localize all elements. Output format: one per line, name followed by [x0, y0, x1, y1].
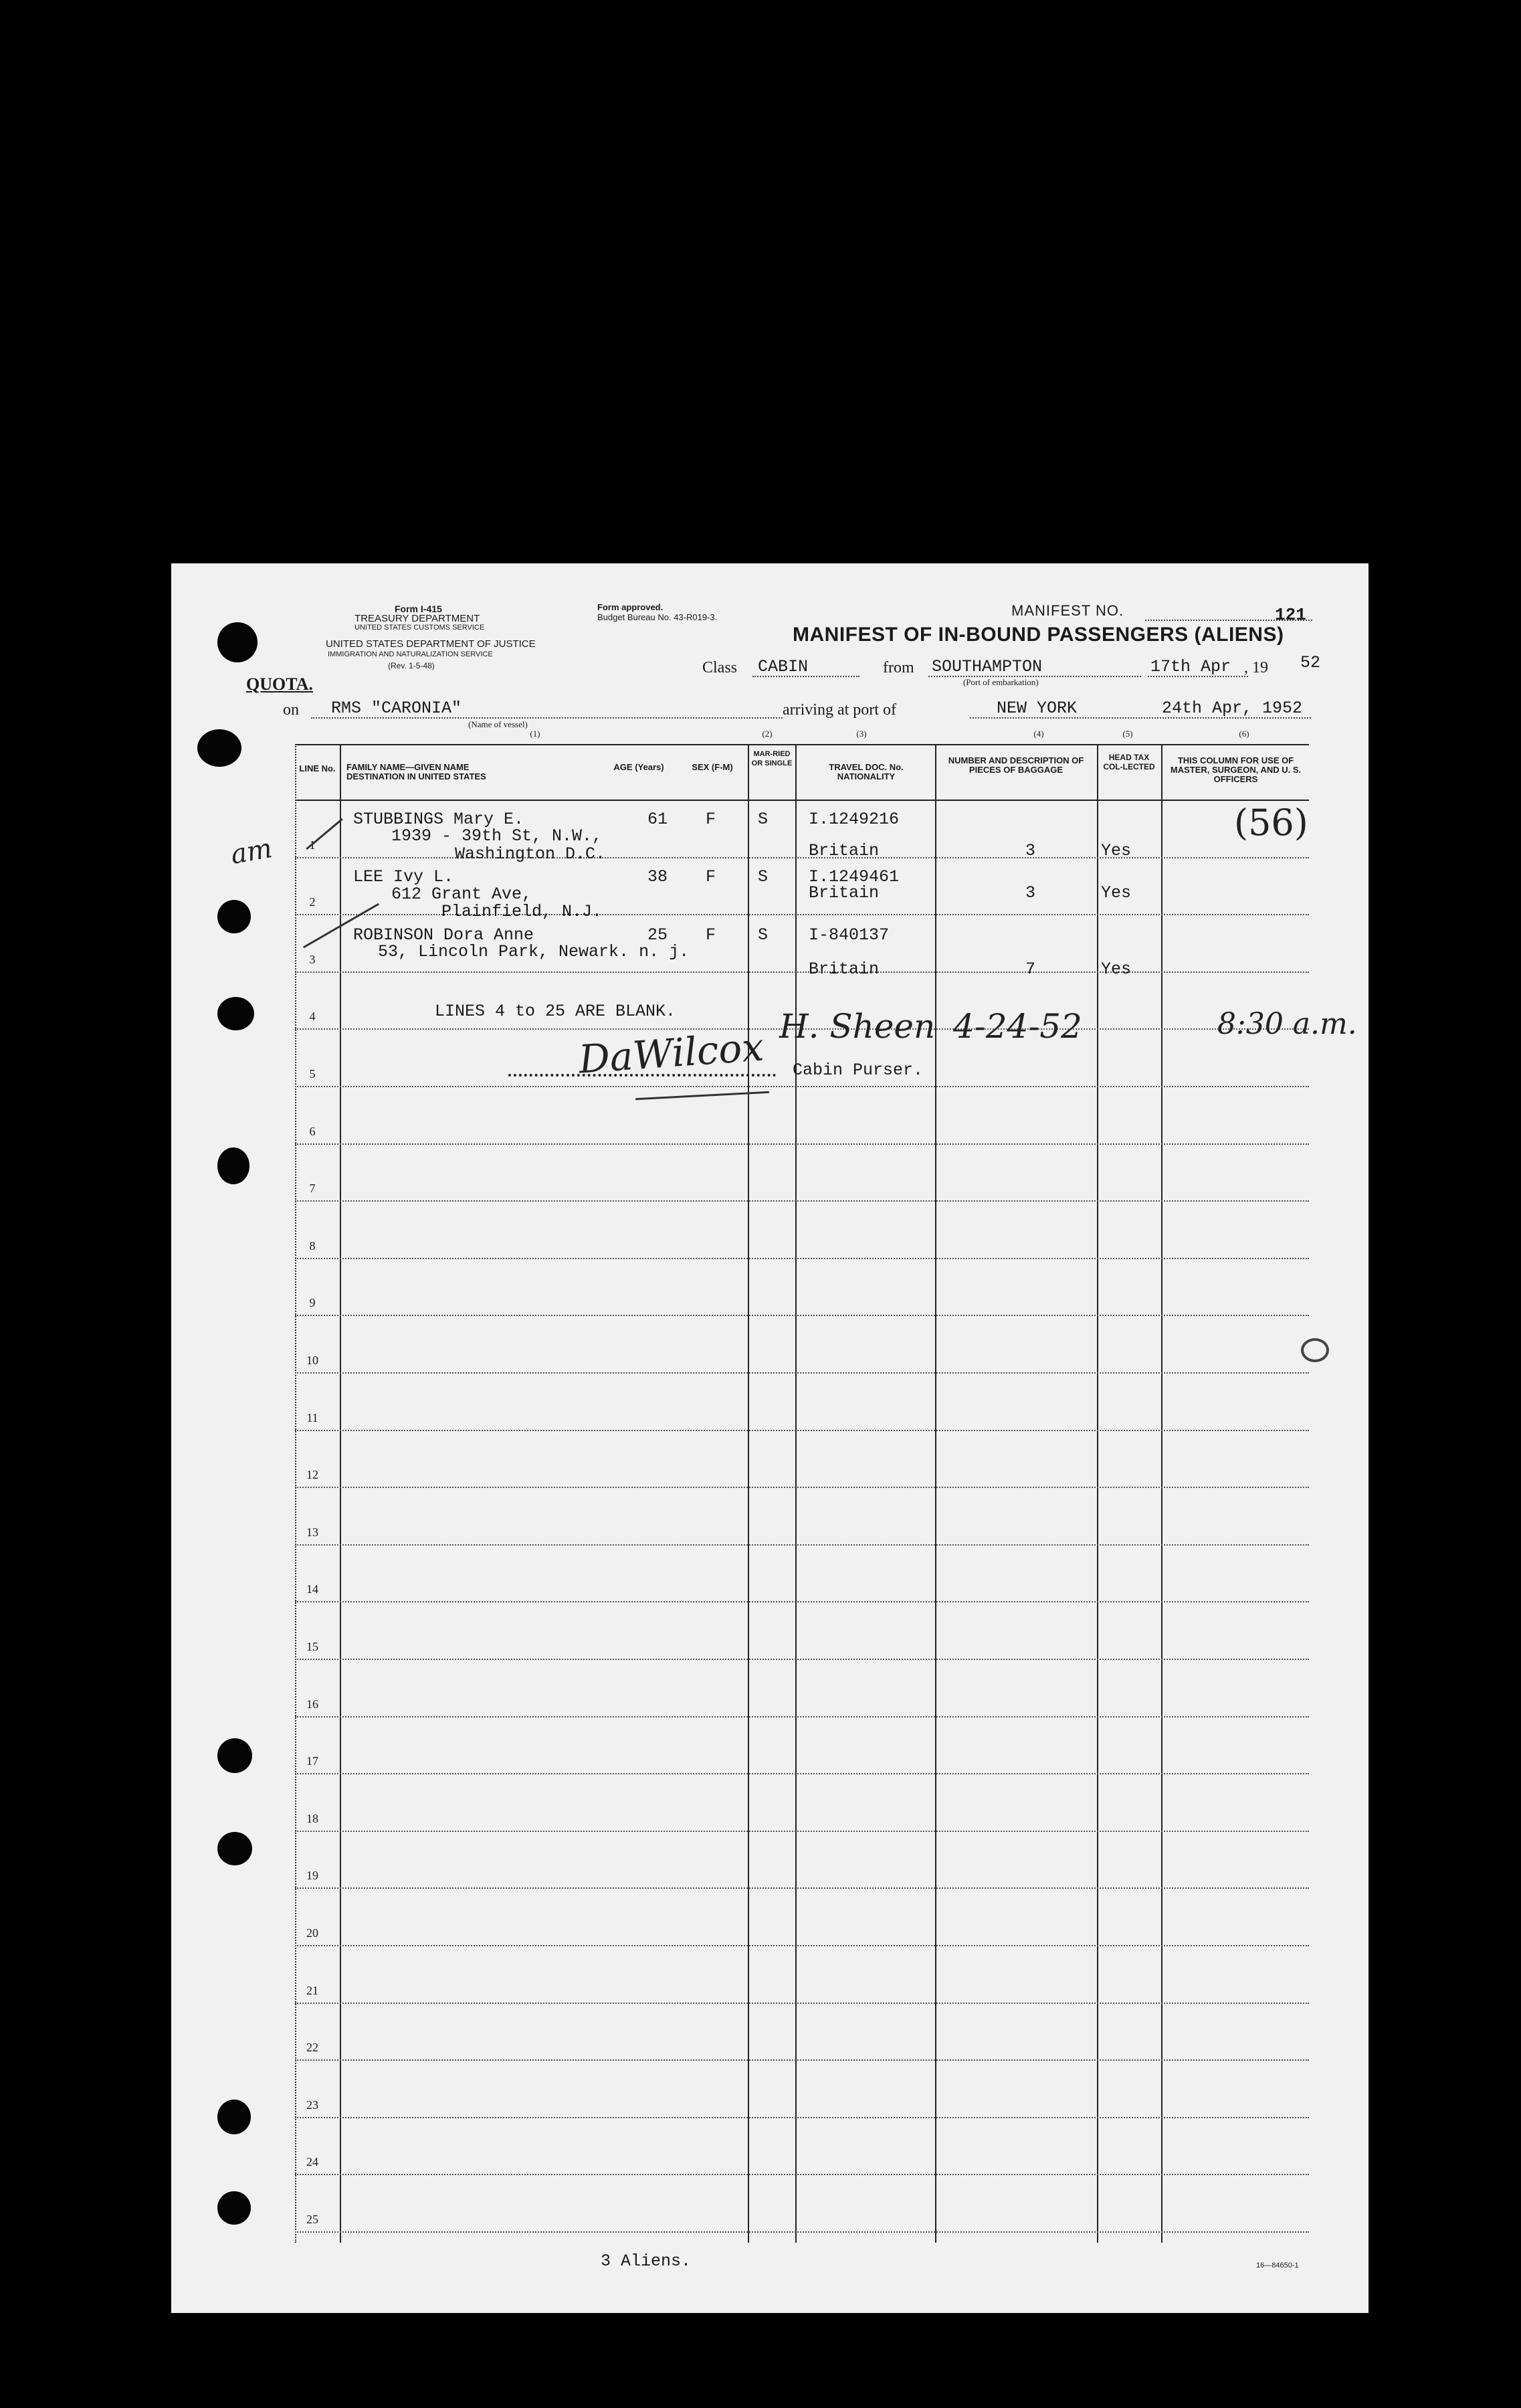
table-row-line: [295, 1430, 1309, 1431]
footer-code: 16—84650-1: [1256, 2261, 1299, 2270]
passenger-1-addr1: 1939 - 39th St, N.W.,: [391, 826, 603, 846]
form-revision: (Rev. 1-5-48): [388, 661, 435, 670]
col-divider: [1097, 744, 1098, 2243]
vessel-caption: (Name of vessel): [468, 719, 528, 729]
passenger-3-sex: F: [706, 925, 716, 945]
embark-date: 17th Apr: [1150, 657, 1231, 676]
line-number: 17: [306, 1754, 318, 1768]
line-number: 12: [306, 1468, 318, 1481]
on-label: on: [283, 701, 299, 719]
line-number: 25: [306, 2213, 318, 2226]
pencil-scribble: [1301, 1338, 1329, 1362]
col-num-1: (1): [530, 729, 540, 739]
year-suffix: 52: [1300, 653, 1321, 672]
col-head-name: FAMILY NAME—GIVEN NAME DESTINATION IN UNITED STATES: [346, 762, 486, 781]
line-number: 11: [306, 1411, 318, 1424]
passenger-2-baggage: 3: [1025, 883, 1036, 903]
dept-justice: UNITED STATES DEPARTMENT OF JUSTICE: [326, 638, 536, 650]
vessel-name: RMS "CARONIA": [331, 699, 462, 718]
arriving-line: [970, 717, 1311, 719]
line-number: 20: [306, 1926, 318, 1940]
passenger-1-sex: F: [706, 810, 716, 829]
passenger-3-nationality: Britain: [809, 959, 880, 979]
line-number: 13: [306, 1525, 318, 1539]
col-divider: [935, 744, 936, 2243]
ins-service: IMMIGRATION AND NATURALIZATION SERVICE: [328, 650, 493, 658]
passenger-3-tax: Yes: [1101, 959, 1132, 979]
col-head-officers: THIS COLUMN FOR USE OF MASTER, SURGEON, AND U. S. OFFICERS: [1170, 755, 1302, 784]
class-value: CABIN: [758, 657, 809, 676]
table-row-line: [295, 1887, 1309, 1889]
arriving-port: NEW YORK: [997, 699, 1078, 718]
punch-hole: [217, 1738, 252, 1773]
vessel-line: [311, 717, 783, 719]
line-number: 21: [306, 1984, 318, 1997]
punch-hole: [217, 1832, 252, 1865]
manifest-no-value: 121: [1275, 605, 1306, 625]
col-num-3: (3): [856, 729, 867, 739]
class-line: [752, 676, 859, 677]
line-number: 14: [306, 1582, 318, 1596]
table-row-line: [295, 971, 1309, 973]
left-margin-note: am: [228, 832, 275, 871]
table-row-line: [295, 2003, 1309, 2004]
passenger-1-tax: Yes: [1101, 841, 1132, 860]
table-row-line: [295, 1831, 1309, 1832]
table-row-line: [295, 1945, 1309, 1946]
table-row-line: [295, 1315, 1309, 1316]
manifest-page: [171, 563, 1368, 2313]
year-prefix: , 19: [1244, 659, 1268, 676]
table-row-line: [295, 1143, 1309, 1145]
passenger-2-doc: I.1249461: [809, 867, 900, 887]
passenger-3-doc: I-840137: [809, 925, 890, 945]
table-row-line: [295, 1258, 1309, 1259]
table-row-line: [295, 857, 1309, 858]
table-row-line: [295, 2059, 1309, 2061]
margin-mark-56: (56): [1234, 802, 1308, 844]
passenger-2-age: 38: [647, 867, 668, 887]
line-number: 5: [309, 1067, 316, 1081]
line-number: 6: [309, 1125, 316, 1138]
line-number: 2: [309, 895, 316, 909]
line-number: 18: [306, 1812, 318, 1825]
table-row-line: [295, 2174, 1309, 2175]
passenger-1-addr2: Washington D.C.: [455, 844, 606, 864]
col-divider: [748, 744, 749, 2243]
table-row-line: [295, 1487, 1309, 1488]
manifest-no-label: MANIFEST NO.: [1011, 602, 1124, 619]
table-row-line: [295, 1372, 1309, 1374]
purser-signature: DaWilcox: [577, 1024, 765, 1083]
line-number: 9: [309, 1296, 316, 1309]
officer-date: 4-24-52: [953, 1007, 1082, 1046]
form-number: Form I-415: [395, 604, 442, 614]
purser-label: Cabin Purser.: [793, 1060, 924, 1080]
punch-hole: [217, 1147, 249, 1184]
table-row-line: [295, 1773, 1309, 1774]
table-row-line: [295, 1659, 1309, 1660]
aliens-count: 3 Aliens.: [601, 2251, 692, 2271]
passenger-2-married: S: [758, 867, 769, 887]
col-head-married: MAR-RIED OR SINGLE: [751, 750, 793, 767]
col-num-4: (4): [1033, 729, 1044, 739]
col-head-line-no: LINE No.: [299, 763, 336, 773]
manifest-no-line: [1145, 620, 1312, 621]
dept-treasury: TREASURY DEPARTMENT: [354, 613, 480, 624]
table-row-line: [295, 1544, 1309, 1546]
passenger-3-married: S: [758, 925, 769, 945]
col-divider: [1161, 744, 1162, 2243]
col-num-2: (2): [762, 729, 773, 739]
manifest-title: MANIFEST OF IN-BOUND PASSENGERS (ALIENS): [793, 624, 1284, 646]
line-number: 7: [309, 1182, 316, 1195]
table-head-rule: [295, 800, 1309, 801]
from-label: from: [883, 659, 914, 676]
passenger-1-married: S: [758, 810, 769, 829]
passenger-3-addr1: 53, Lincoln Park, Newark. n. j.: [378, 942, 690, 961]
line-number: 22: [306, 2041, 318, 2054]
col-head-baggage: NUMBER AND DESCRIPTION OF PIECES OF BAGGAGE: [948, 755, 1084, 775]
passenger-1-nationality: Britain: [809, 841, 880, 860]
passenger-2-addr2: Plainfield, N.J.: [441, 902, 603, 921]
line-number: 3: [309, 953, 316, 966]
passenger-1-baggage: 3: [1025, 841, 1036, 860]
line-number: 10: [306, 1354, 318, 1367]
line-number: 24: [306, 2155, 318, 2168]
passenger-2-addr1: 612 Grant Ave,: [391, 885, 532, 904]
embark-date-line: [1148, 676, 1248, 677]
form-approved: Form approved.: [597, 602, 664, 612]
line-number: 15: [306, 1640, 318, 1653]
punch-hole: [217, 2191, 251, 2225]
table-row-line: [295, 1716, 1309, 1718]
from-value: SOUTHAMPTON: [932, 657, 1043, 676]
table-row-line: [295, 1601, 1309, 1602]
col-head-sex: SEX (F-M): [692, 762, 733, 772]
arriving-date: 24th Apr, 1952: [1162, 699, 1303, 718]
officer-time: 8:30 a.m.: [1217, 1007, 1357, 1041]
table-row-line: [295, 1200, 1309, 1202]
punch-hole: [217, 2100, 251, 2134]
officer-signature: H. Sheen: [779, 1007, 936, 1046]
passenger-1-doc: I.1249216: [809, 810, 900, 829]
col-num-5: (5): [1122, 729, 1133, 739]
passenger-2-tax: Yes: [1101, 883, 1132, 903]
passenger-1-name: STUBBINGS Mary E.: [353, 810, 524, 829]
col-head-travel: TRAVEL DOC. No. NATIONALITY: [829, 762, 904, 781]
col-num-6: (6): [1239, 729, 1249, 739]
col-head-headtax: HEAD TAX COL-LECTED: [1103, 753, 1155, 771]
punch-hole: [217, 900, 251, 933]
line-number: 23: [306, 2098, 318, 2112]
quota-label: QUOTA.: [246, 674, 313, 694]
punch-hole: [197, 729, 241, 767]
punch-hole: [217, 997, 254, 1030]
table-row-line: [295, 1086, 1309, 1087]
passenger-2-nationality: Britain: [809, 883, 880, 903]
class-label: Class: [702, 659, 738, 676]
col-divider: [795, 744, 797, 2243]
customs-service: UNITED STATES CUSTOMS SERVICE: [354, 624, 485, 632]
passenger-1-age: 61: [647, 810, 668, 829]
port-embark-caption: (Port of embarkation): [963, 677, 1039, 687]
table-row-line: [295, 2231, 1309, 2233]
table-left-edge: [295, 744, 298, 2243]
line-number: 19: [306, 1869, 318, 1882]
budget-bureau: Budget Bureau No. 43-R019-3.: [597, 612, 718, 622]
passenger-2-sex: F: [706, 867, 716, 887]
table-row-line: [295, 2117, 1309, 2118]
passenger-3-age: 25: [647, 925, 668, 945]
passenger-3-baggage: 7: [1025, 959, 1036, 979]
passenger-2-name: LEE Ivy L.: [353, 867, 454, 887]
passenger-3-name: ROBINSON Dora Anne: [353, 925, 534, 945]
line-number: 8: [309, 1239, 316, 1253]
blank-lines-note: LINES 4 to 25 ARE BLANK.: [435, 1002, 676, 1021]
line-number: 4: [309, 1010, 316, 1023]
line-number: 1: [309, 838, 316, 852]
line-number: 16: [306, 1697, 318, 1711]
punch-hole: [217, 622, 258, 662]
table-top-rule: [295, 744, 1309, 745]
col-divider: [340, 744, 341, 2243]
col-head-age: AGE (Years): [613, 762, 664, 772]
arriving-label: arriving at port of: [783, 701, 896, 719]
